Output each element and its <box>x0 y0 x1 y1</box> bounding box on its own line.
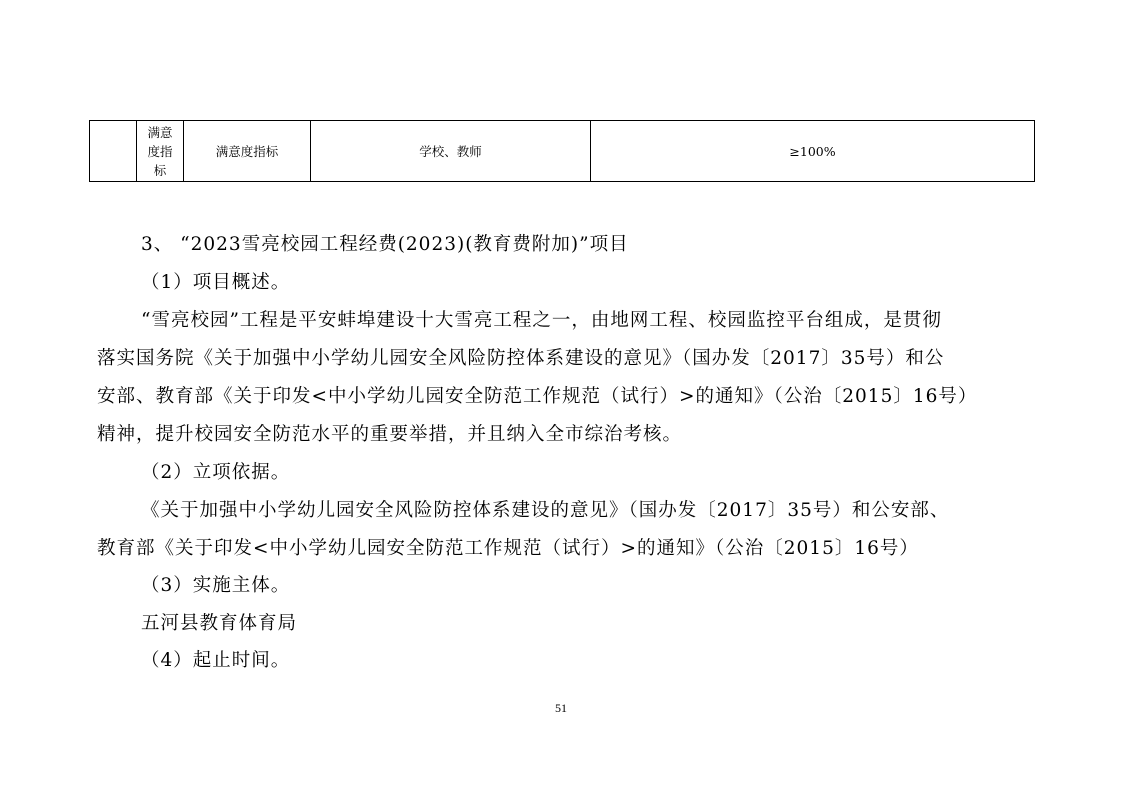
item1-body-line4: 精神，提升校园安全防范水平的重要举措，并且纳入全市综治考核。 <box>97 424 683 445</box>
table-row <box>90 121 1035 182</box>
item1-body-line3: 安部、教育部《关于印发<中小学幼儿园安全防范工作规范（试行）>的通知》（公治〔2015〕16号） <box>97 386 978 407</box>
category-label: 满意度指标 <box>147 124 173 178</box>
table-cell-indicator: 满意度指标 <box>184 121 311 182</box>
item1-body-line2: 落实国务院《关于加强中小学幼儿园安全风险防控体系建设的意见》（国办发〔2017〕35号）和公 <box>97 348 945 369</box>
item3-body: 五河县教育体育局 <box>141 613 298 634</box>
item2-title: （2）立项依据。 <box>141 462 291 483</box>
section-heading: 3、 “2023雪亮校园工程经费(2023)(教育费附加)”项目 <box>141 234 629 255</box>
item2-body-line2: 教育部《关于印发<中小学幼儿园安全防范工作规范（试行）>的通知》（公治〔2015〕16号） <box>97 538 919 559</box>
table-cell-target-group: 学校、教师 <box>311 121 591 182</box>
table-cell-blank <box>90 121 137 182</box>
table-cell-category <box>137 121 184 182</box>
item1-body-line1: “雪亮校园”工程是平安蚌埠建设十大雪亮工程之一，由地网工程、校园监控平台组成，是贯彻 <box>141 310 942 331</box>
page-number: 51 <box>555 701 567 715</box>
item2-body-line1: 《关于加强中小学幼儿园安全风险防控体系建设的意见》（国办发〔2017〕35号）和公安部、 <box>141 500 950 521</box>
item4-title: （4）起止时间。 <box>141 650 291 671</box>
item1-title: （1）项目概述。 <box>141 272 291 293</box>
item3-title: （3）实施主体。 <box>141 575 291 596</box>
performance-indicator-table <box>89 120 1035 182</box>
table-cell-target-value: ≥100% <box>591 121 1035 182</box>
